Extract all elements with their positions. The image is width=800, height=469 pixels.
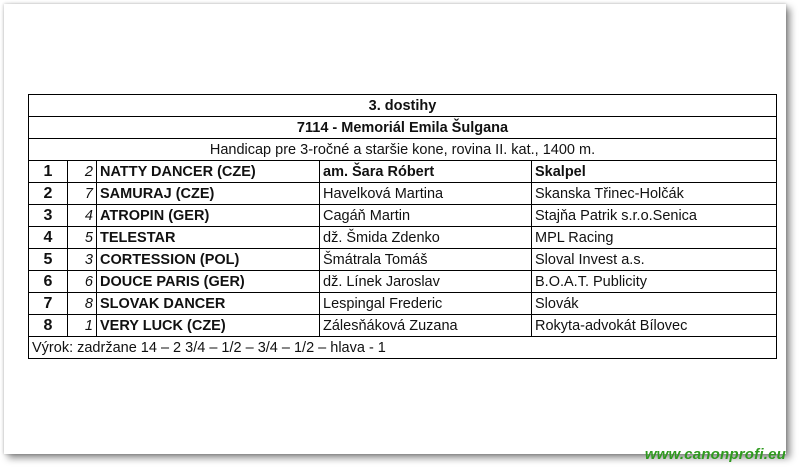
start-number-cell: 7 (68, 183, 97, 205)
place-cell: 8 (29, 315, 68, 337)
jockey-cell: dž. Šmida Zdenko (320, 227, 532, 249)
owner-cell: B.O.A.T. Publicity (532, 271, 777, 293)
table-row (29, 227, 777, 249)
race-title-row (29, 95, 777, 117)
owner-cell: Sloval Invest a.s. (532, 249, 777, 271)
result-text: Výrok: zadržane 14 – 2 3/4 – 1/2 – 3/4 – 1/2 – hlava - 1 (29, 337, 777, 359)
horse-cell: SLOVAK DANCER (97, 293, 320, 315)
place-cell: 7 (29, 293, 68, 315)
start-number-cell: 8 (68, 293, 97, 315)
table-row (29, 205, 777, 227)
table-row (29, 315, 777, 337)
owner-cell: Rokyta-advokát Bílovec (532, 315, 777, 337)
start-number-cell: 2 (68, 161, 97, 183)
owner-cell: Slovák (532, 293, 777, 315)
place-cell: 4 (29, 227, 68, 249)
place-cell: 2 (29, 183, 68, 205)
race-results-table (28, 94, 777, 359)
owner-cell: Skanska Třinec-Holčák (532, 183, 777, 205)
owner-cell: Skalpel (532, 161, 777, 183)
jockey-cell: Zálesňáková Zuzana (320, 315, 532, 337)
horse-cell: TELESTAR (97, 227, 320, 249)
jockey-cell: Havelková Martina (320, 183, 532, 205)
owner-cell: Stajňa Patrik s.r.o.Senica (532, 205, 777, 227)
place-cell: 6 (29, 271, 68, 293)
watermark: www.canonprofi.eu (644, 446, 786, 463)
race-name-row (29, 117, 777, 139)
jockey-cell: Lespingal Frederic (320, 293, 532, 315)
race-title: 3. dostihy (29, 95, 777, 117)
owner-cell: MPL Racing (532, 227, 777, 249)
race-conditions-row (29, 139, 777, 161)
table-row (29, 161, 777, 183)
table-row (29, 293, 777, 315)
start-number-cell: 4 (68, 205, 97, 227)
jockey-cell: dž. Línek Jaroslav (320, 271, 532, 293)
document-card (4, 4, 786, 454)
horse-cell: NATTY DANCER (CZE) (97, 161, 320, 183)
start-number-cell: 1 (68, 315, 97, 337)
result-row (29, 337, 777, 359)
start-number-cell: 5 (68, 227, 97, 249)
place-cell: 3 (29, 205, 68, 227)
table-row (29, 249, 777, 271)
jockey-cell: Šmátrala Tomáš (320, 249, 532, 271)
table-row (29, 183, 777, 205)
start-number-cell: 3 (68, 249, 97, 271)
horse-cell: ATROPIN (GER) (97, 205, 320, 227)
horse-cell: VERY LUCK (CZE) (97, 315, 320, 337)
place-cell: 1 (29, 161, 68, 183)
race-conditions: Handicap pre 3-ročné a staršie kone, rovina II. kat., 1400 m. (29, 139, 777, 161)
jockey-cell: Cagáň Martin (320, 205, 532, 227)
table-row (29, 271, 777, 293)
start-number-cell: 6 (68, 271, 97, 293)
horse-cell: DOUCE PARIS (GER) (97, 271, 320, 293)
horse-cell: SAMURAJ (CZE) (97, 183, 320, 205)
place-cell: 5 (29, 249, 68, 271)
jockey-cell: am. Šara Róbert (320, 161, 532, 183)
race-name: 7114 - Memoriál Emila Šulgana (29, 117, 777, 139)
horse-cell: CORTESSION (POL) (97, 249, 320, 271)
